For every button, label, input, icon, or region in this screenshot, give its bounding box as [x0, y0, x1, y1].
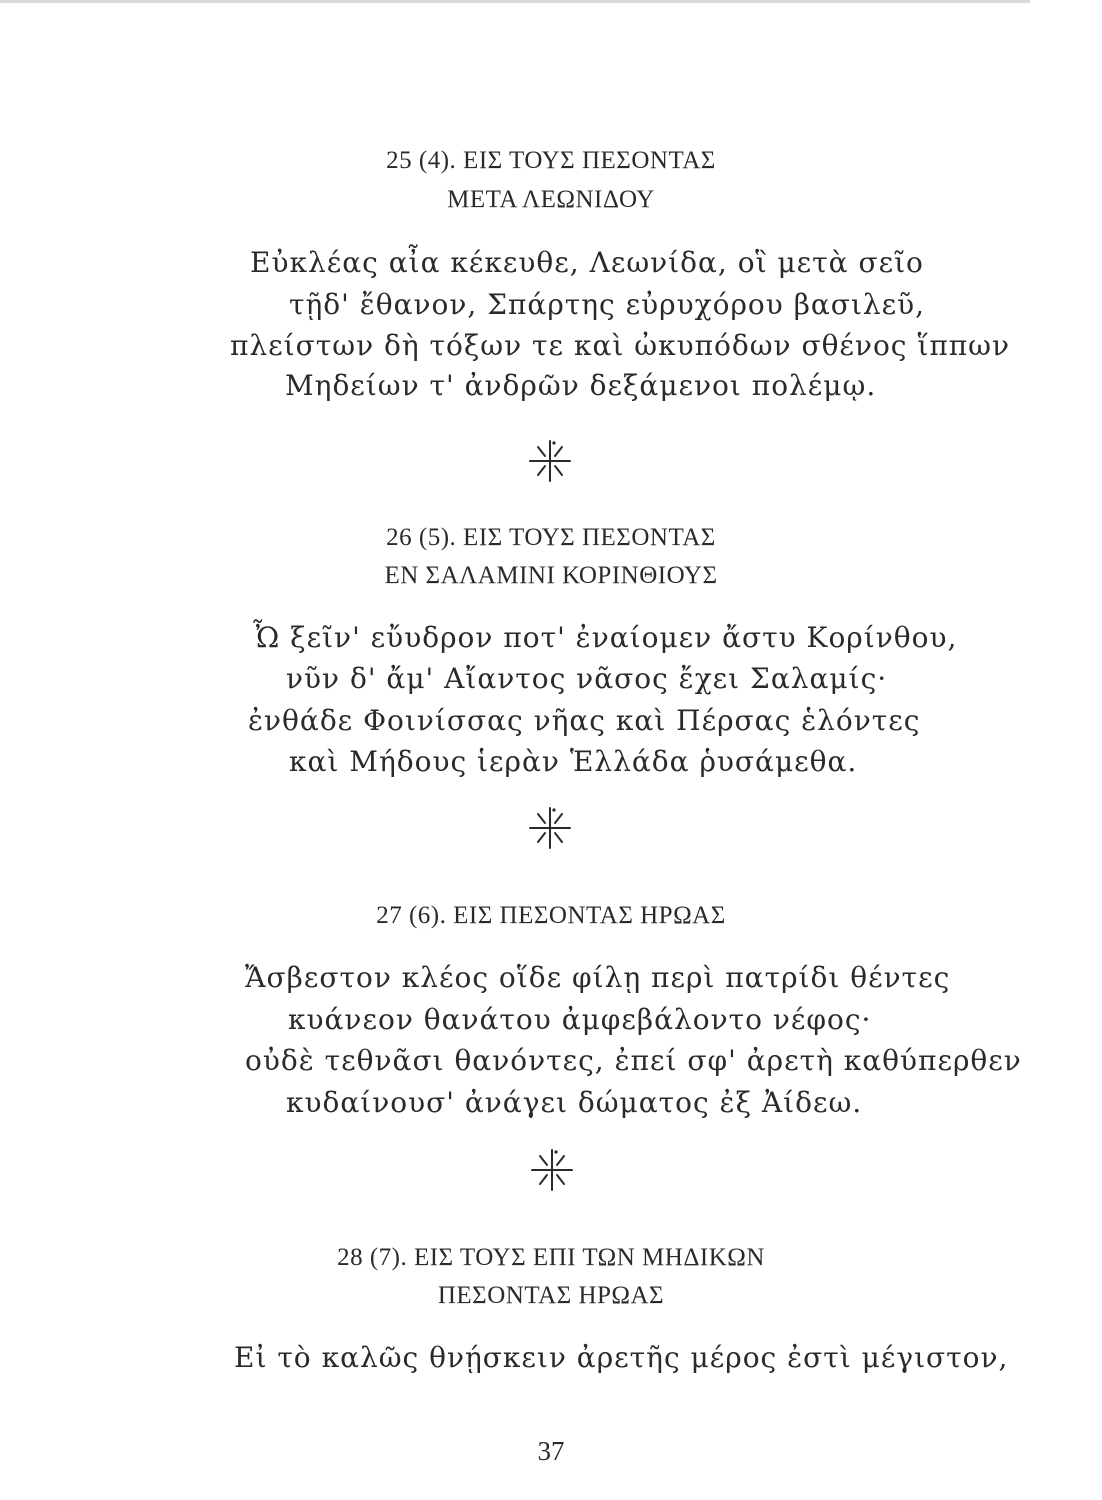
- epigram-27-heading-line-1: 27 (6). ΕΙΣ ΠΕΣΟΝΤΑΣ ΗΡΩΑΣ: [376, 902, 726, 929]
- epigram-28-heading-line-1: 28 (7). ΕΙΣ ΤΟΥΣ ΕΠΙ ΤΩΝ ΜΗΔΙΚΩΝ: [337, 1244, 765, 1271]
- epigram-25-heading-line-2: ΜΕΤΑ ΛΕΩΝΙΔΟΥ: [447, 186, 655, 213]
- epigram-28-verse-1: Εἰ τὸ καλῶς θνῄσκειν ἀρετῆς μέρος ἐστὶ μέγιστον,: [234, 1341, 1009, 1374]
- epigram-26-heading-line-1: 26 (5). ΕΙΣ ΤΟΥΣ ΠΕΣΟΝΤΑΣ: [386, 524, 716, 551]
- epigram-25-verse-4: Μηδείων τ' ἀνδρῶν δεξάμενοι πολέμῳ.: [285, 369, 877, 402]
- top-rule: [0, 0, 1030, 3]
- page-number: 37: [537, 1436, 565, 1466]
- epigram-27-verse-4: κυδαίνουσ' ἀνάγει δώματος ἐξ Ἀίδεω.: [286, 1086, 863, 1119]
- epigram-25-heading-line-1: 25 (4). ΕΙΣ ΤΟΥΣ ΠΕΣΟΝΤΑΣ: [386, 147, 716, 174]
- epigram-27-verse-2: κυάνεον θανάτου ἀμφεβάλοντο νέφος·: [288, 1003, 872, 1036]
- epigram-26-heading-line-2: ΕΝ ΣΑΛΑΜΙΝΙ ΚΟΡΙΝΘΙΟΥΣ: [384, 562, 718, 589]
- epigram-25-verse-3: πλείστων δὴ τόξων τε καὶ ὠκυπόδων σθένος ἵππων: [230, 329, 1011, 362]
- epigram-27-verse-3: οὐδὲ τεθνᾶσι θανόντες, ἐπεί σφ' ἀρετὴ καθύπερθεν: [245, 1044, 1022, 1077]
- star-ornament-icon: [530, 1146, 574, 1194]
- epigram-26-verse-3: ἐνθάδε Φοινίσσας νῆας καὶ Πέρσας ἑλόντες: [248, 704, 921, 737]
- epigram-26-verse-2: νῦν δ' ἄμ' Αἴαντος νᾶσος ἔχει Σαλαμίς·: [286, 662, 888, 695]
- epigram-26-verse-1: Ὦ ξεῖν' εὔυδρον ποτ' ἐναίομεν ἄστυ Κορίνθου,: [253, 621, 958, 654]
- epigram-25-verse-2: τῇδ' ἔθανον, Σπάρτης εὐρυχόρου βασιλεῦ,: [289, 288, 926, 321]
- epigram-25-verse-1: Εὐκλέας αἶα κέκευθε, Λεωνίδα, οἳ μετὰ σεῖο: [250, 246, 924, 279]
- star-ornament-icon: [528, 804, 572, 852]
- epigram-26-verse-4: καὶ Μήδους ἱερὰν Ἑλλάδα ῥυσάμεθα.: [289, 745, 858, 778]
- epigram-27-verse-1: Ἄσβεστον κλέος οἵδε φίλῃ περὶ πατρίδι θέντες: [245, 961, 951, 994]
- epigram-28-heading-line-2: ΠΕΣΟΝΤΑΣ ΗΡΩΑΣ: [437, 1282, 665, 1309]
- star-ornament-icon: [528, 437, 572, 485]
